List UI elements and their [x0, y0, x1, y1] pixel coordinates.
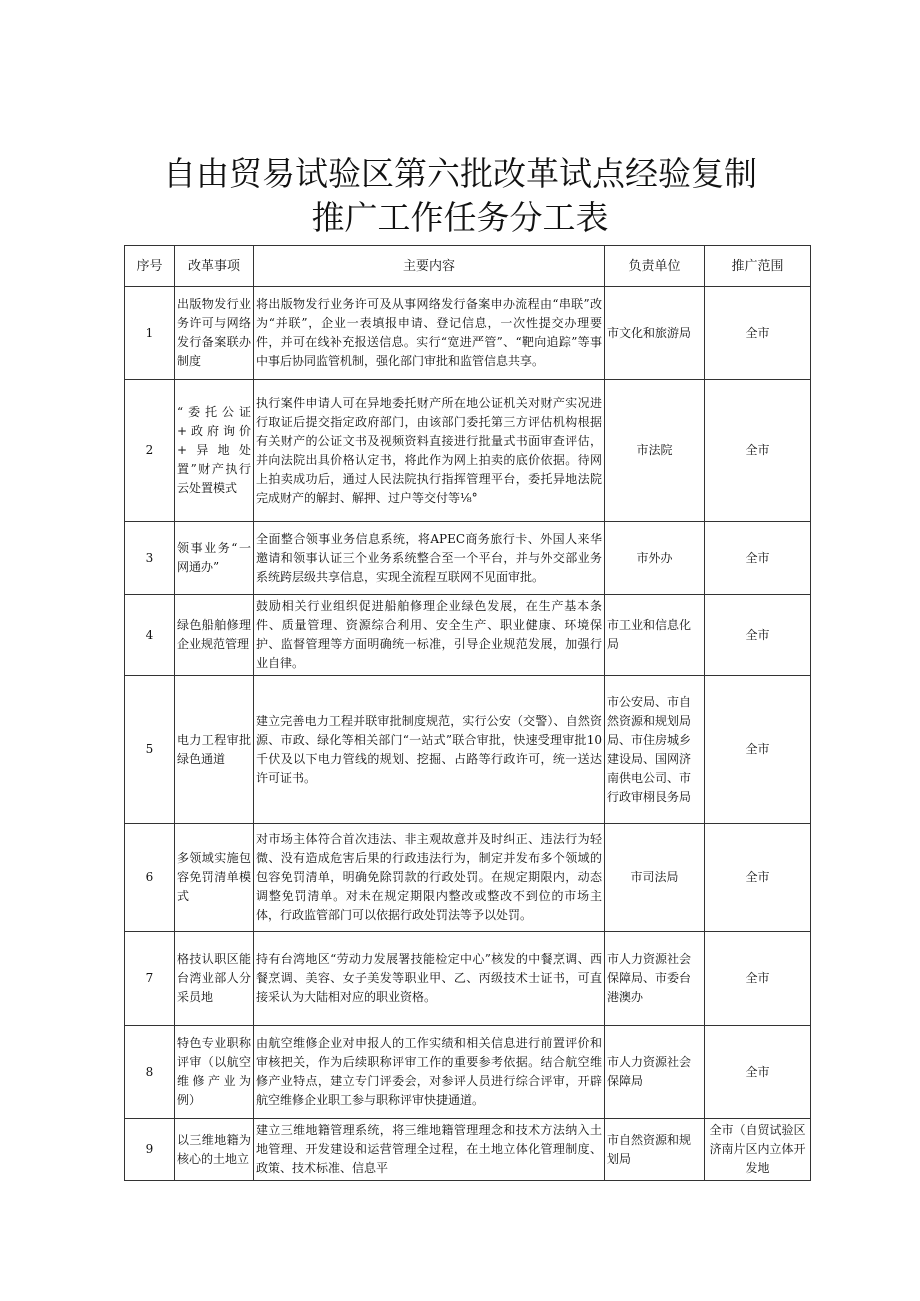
- cell-content: 鼓励相关行业组织促进船舶修理企业绿色发展，在生产基本条件、质量管理、资源综合利用、安全生产、职业健康、环境保护、监督管理等方面明确统一标准，引导企业规范发展，加强行业自律。: [254, 595, 605, 676]
- cell-dept: 市外办: [605, 522, 705, 595]
- cell-scope: 全市: [705, 824, 811, 932]
- cell-no: 8: [125, 1026, 175, 1119]
- header-scope: 推广范围: [705, 246, 811, 287]
- cell-matter: “委托公证+政府询价+异地处置”财产执行云处置模式: [175, 380, 254, 522]
- cell-matter: 出版物发行业务许可与网络发行备案联办制度: [175, 287, 254, 380]
- header-dept: 负责单位: [605, 246, 705, 287]
- cell-matter: 以三维地籍为核心的土地立: [175, 1119, 254, 1181]
- header-content: 主要内容: [254, 246, 605, 287]
- cell-content: 持有台湾地区“劳动力发展署技能检定中心”核发的中餐烹调、西餐烹调、美容、女子美发等职业甲、乙、丙级技术士证书，可直接采认为大陆相对应的职业资格。: [254, 932, 605, 1026]
- cell-no: 1: [125, 287, 175, 380]
- table-header-row: [125, 246, 811, 287]
- cell-no: 9: [125, 1119, 175, 1181]
- cell-dept: 市公安局、市自然资源和规划局局、市住房城乡建设局、国网济南供电公司、市行政审栩艮务局: [605, 676, 705, 824]
- page-title-line1: 自由贸易试验区第六批改革试点经验复制: [163, 154, 757, 193]
- cell-scope: 全市: [705, 522, 811, 595]
- cell-content: 全面整合领事业务信息系统，将APEC商务旅行卡、外国人来华邀请和领事认证三个业务系统整合至一个平台，并与外交部业务系统跨层级共享信息，实现全流程互联网不见面审批。: [254, 522, 605, 595]
- table-row: [125, 824, 811, 932]
- cell-dept: 市文化和旅游局: [605, 287, 705, 380]
- cell-scope: 全市: [705, 676, 811, 824]
- table-row: [125, 595, 811, 676]
- cell-dept: 市人力资源社会保障局: [605, 1026, 705, 1119]
- cell-content: 将出版物发行业务许可及从事网络发行备案申办流程由“串联”改为“并联”，企业一表填报申请、登记信息，一次性提交办理要件，并可在线补充报送信息。实行“宽进严管”、“靶向追踪”等事中事后协同监管机制，强化部门审批和监管信息共享。: [254, 287, 605, 380]
- table-row: [125, 676, 811, 824]
- table-row: [125, 522, 811, 595]
- table-row: [125, 1119, 811, 1181]
- table-row: [125, 932, 811, 1026]
- cell-content: 对市场主体符合首次违法、非主观故意并及时纠正、违法行为轻微、没有造成危害后果的行政违法行为，制定并发布多个领域的包容免罚清单，明确免除罚款的行政处罚。在规定期限内，动态调整免罚清单。对未在规定期限内整改或整改不到位的市场主体，行政监管部门可以依据行政处罚法等予以处罚。: [254, 824, 605, 932]
- cell-content: 执行案件申请人可在异地委托财产所在地公证机关对财产实况进行取证后提交指定政府部门，由该部门委托第三方评估机构根据有关财产的公证文书及视频资料直接进行批量式书面审查评估，并向法院出具价格认定书，将此作为网上拍卖的底价依据。待网上拍卖成功后，通过人民法院执行指挥管理平台，委托异地法院完成财产的解封、解押、过户等交付等⅛°: [254, 380, 605, 522]
- table-row: [125, 287, 811, 380]
- cell-content: 建立三维地籍管理系统，将三维地籍管理理念和技术方法纳入土地管理、开发建设和运营管理全过程，在土地立体化管理制度、政策、技术标准、信息平: [254, 1119, 605, 1181]
- cell-no: 6: [125, 824, 175, 932]
- cell-matter: 领事业务“一网通办”: [175, 522, 254, 595]
- cell-scope: 全市（自贸试验区济南片区内立体开发地: [705, 1119, 811, 1181]
- cell-no: 4: [125, 595, 175, 676]
- cell-scope: 全市: [705, 380, 811, 522]
- cell-content: 建立完善电力工程并联审批制度规范，实行公安（交警）、自然资源、市政、绿化等相关部门“一站式”联合审批，快速受理审批10千伏及以下电力管线的规划、挖掘、占路等行政许可，统一送达许可证书。: [254, 676, 605, 824]
- table-row: [125, 380, 811, 522]
- cell-matter: 电力工程审批绿色通道: [175, 676, 254, 824]
- cell-no: 2: [125, 380, 175, 522]
- cell-matter: 多领域实施包容免罚清单模式: [175, 824, 254, 932]
- cell-scope: 全市: [705, 287, 811, 380]
- cell-matter: 绿色船舶修理企业规范管理: [175, 595, 254, 676]
- cell-matter: 特色专业职称评审（以航空维修产业为例）: [175, 1026, 254, 1119]
- table-row: [125, 1026, 811, 1119]
- cell-content: 由航空维修企业对申报人的工作实绩和相关信息进行前置评价和审核把关，作为后续职称评审工作的重要参考依据。结合航空维修产业特点，建立专门评委会，对参评人员进行综合评审，开辟航空维修企业职工参与职称评审快捷通道。: [254, 1026, 605, 1119]
- header-matter: 改革事项: [175, 246, 254, 287]
- page-title: [0, 152, 920, 240]
- cell-dept: 市工业和信息化局: [605, 595, 705, 676]
- task-table: [124, 245, 811, 1181]
- cell-dept: 市司法局: [605, 824, 705, 932]
- cell-no: 7: [125, 932, 175, 1026]
- header-no: 序号: [125, 246, 175, 287]
- cell-scope: 全市: [705, 595, 811, 676]
- cell-matter: 格技认职区能台湾业部人分采员地: [175, 932, 254, 1026]
- cell-dept: 市自然资源和规划局: [605, 1119, 705, 1181]
- page-title-line2: 推广工作任务分工表: [311, 198, 609, 237]
- cell-dept: 市法院: [605, 380, 705, 522]
- cell-scope: 全市: [705, 1026, 811, 1119]
- cell-no: 3: [125, 522, 175, 595]
- cell-scope: 全市: [705, 932, 811, 1026]
- cell-dept: 市人力资源社会保障局、市委台港澳办: [605, 932, 705, 1026]
- cell-no: 5: [125, 676, 175, 824]
